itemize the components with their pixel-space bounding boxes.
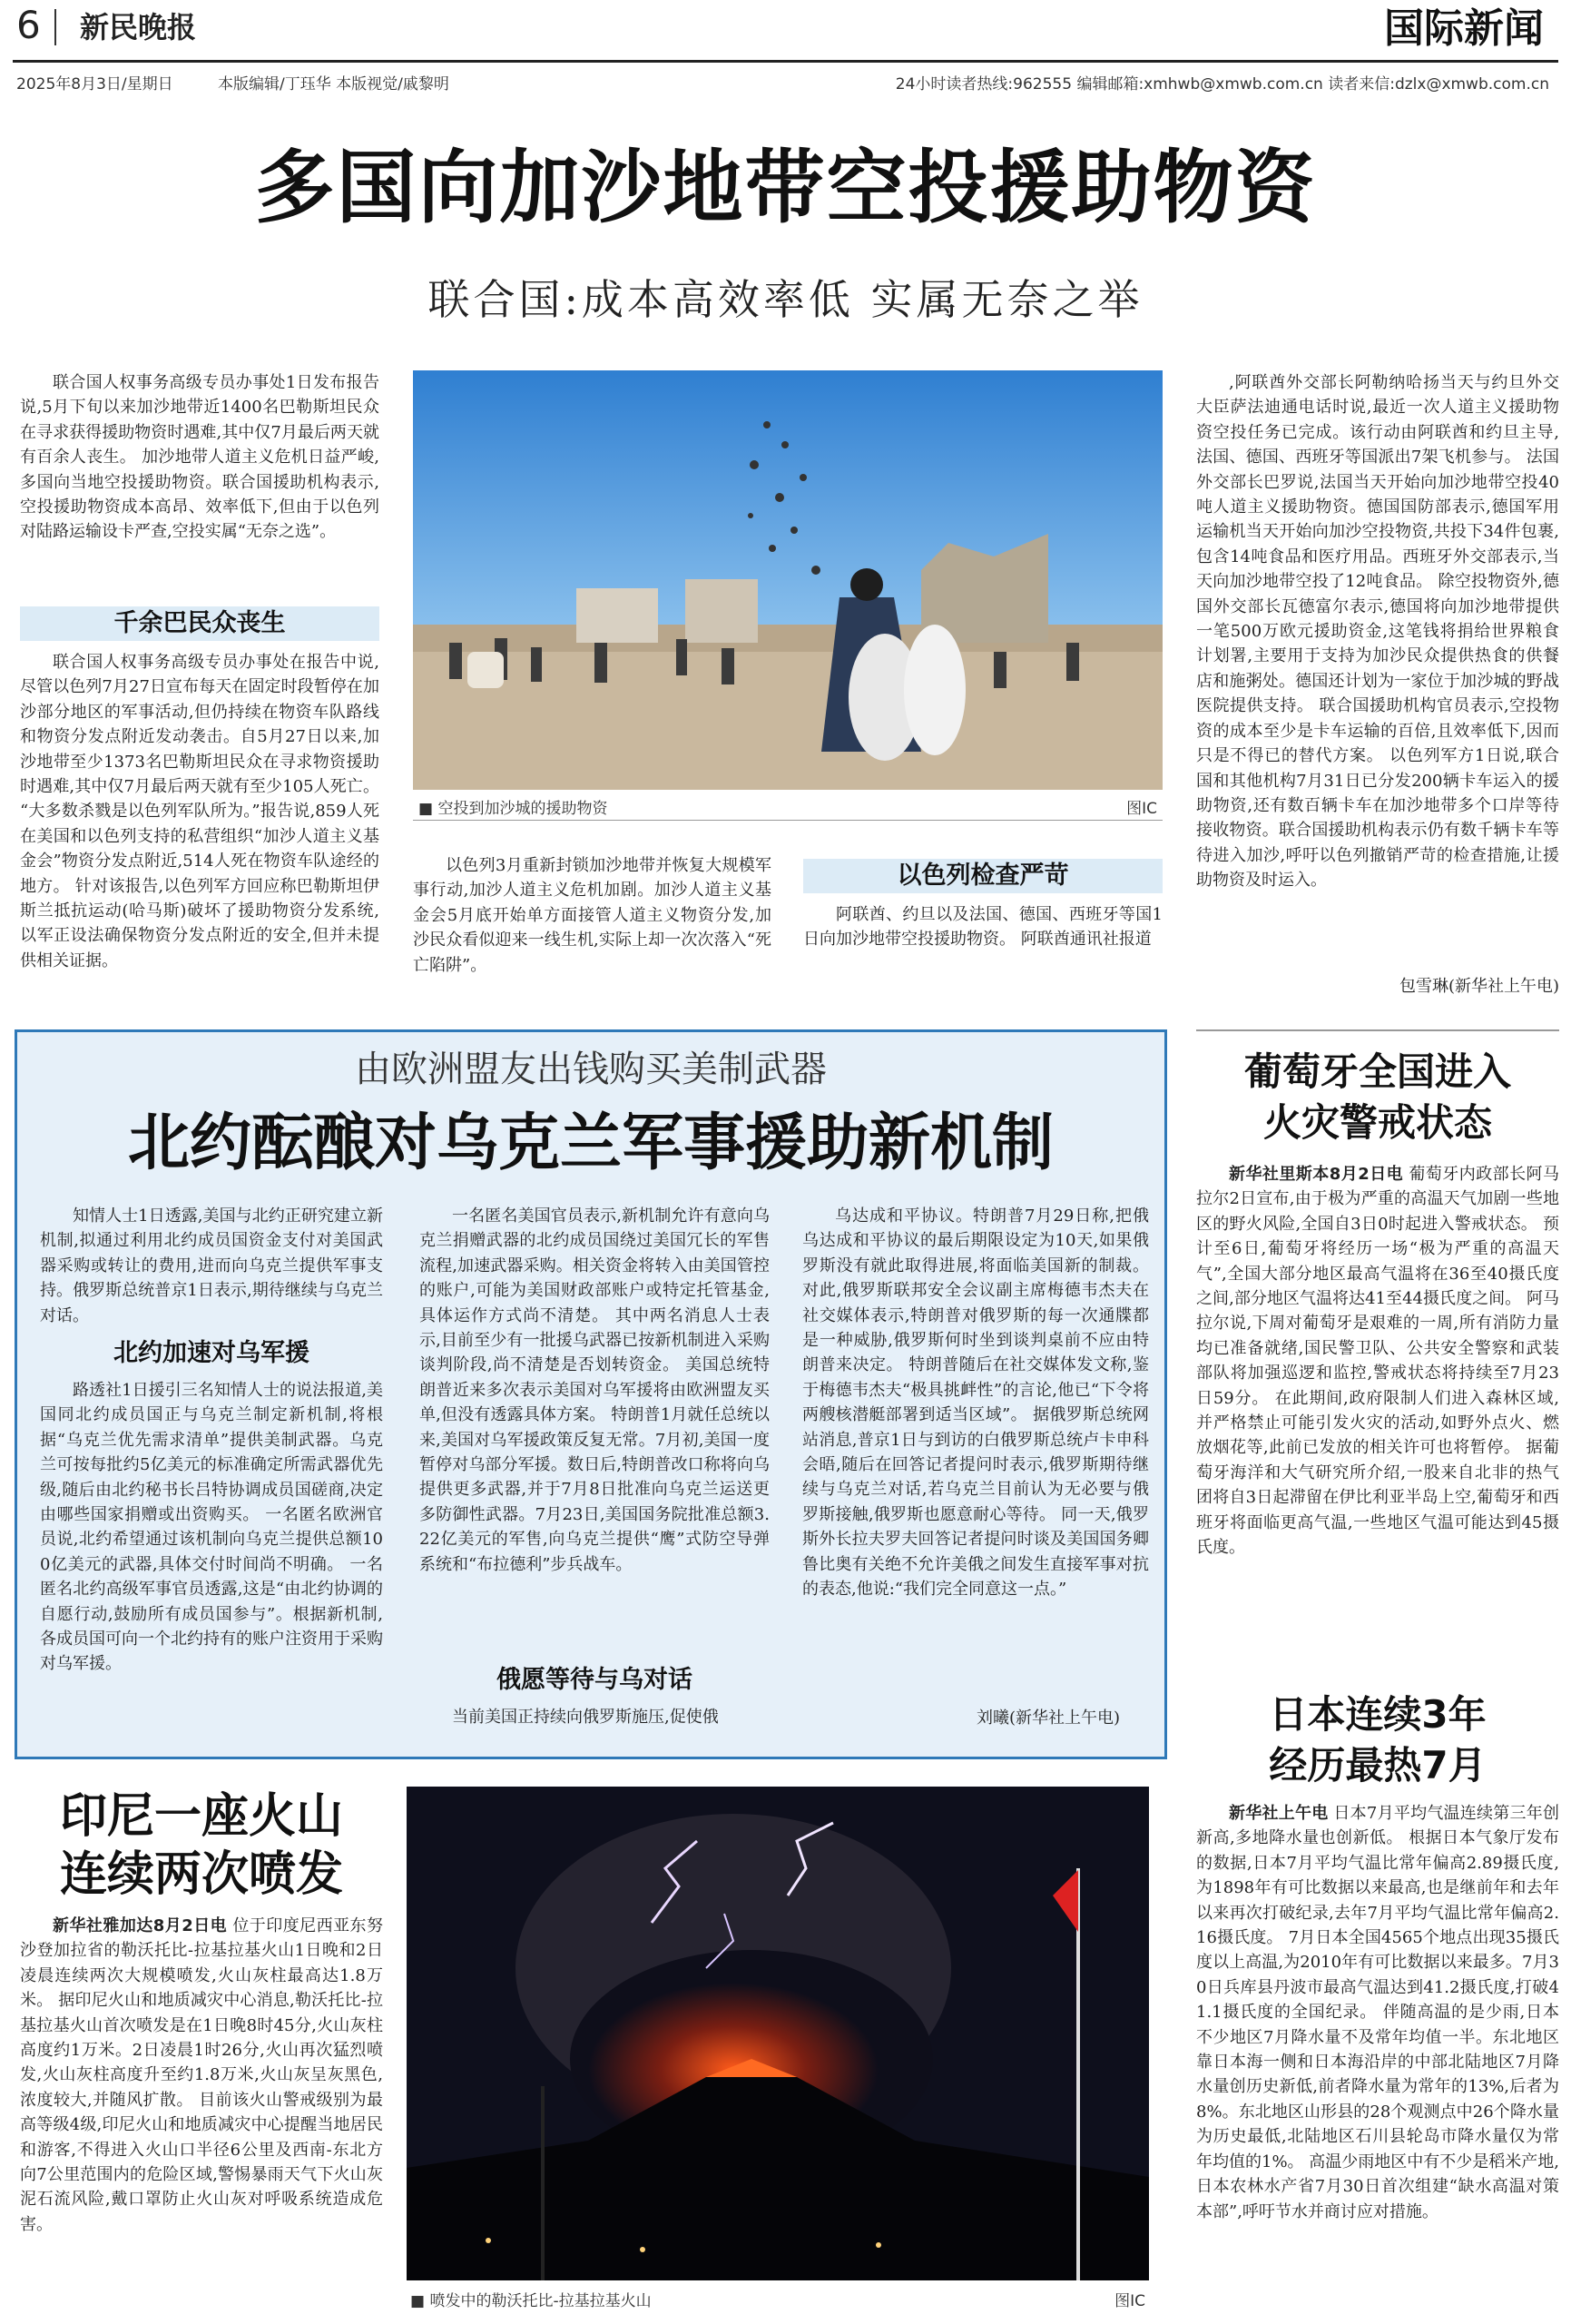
page-number: 6 — [16, 3, 41, 47]
volcano-photo — [407, 1787, 1149, 2280]
story1-subheadline: 联合国:成本高效率低 实属无奈之举 — [427, 275, 1144, 324]
issue-date: 2025年8月3日/星期日 — [16, 75, 173, 94]
story1-col3-bottom: 阿联酋、约旦以及法国、德国、西班牙等国1日向加沙地带空投援助物资。 阿联酋通讯社报道 — [803, 905, 1163, 950]
section-title: 国际新闻 — [1384, 5, 1544, 52]
story2-sub2: 俄愿等待与乌对话 — [496, 1666, 692, 1694]
editor-credits: 本版编辑/丁珏华 本版视觉/戚黎明 — [218, 75, 449, 94]
photo-caption-bar — [413, 790, 1163, 821]
story3-dateline: 新华社雅加达8月2日电 — [53, 1916, 228, 1935]
story1-sub2: 以色列检查严苛 — [803, 859, 1163, 893]
story2-byline: 刘曦(新华社上午电) — [976, 1709, 1120, 1728]
story5-headline-l2: 经历最热7月 — [1269, 1743, 1487, 1787]
masthead-divider — [54, 9, 56, 45]
story3-headline-l1: 印尼一座火山 — [59, 1788, 343, 1844]
volcano-photo-credit: 图IC — [1114, 2292, 1145, 2310]
story5-text: 日本7月平均气温连续第三年创新高,多地降水量也创新低。 根据日本气象厅发布的数据,日本7月平均气温比常年偏高2.89摄氏度,为1898年有可比数据以来最高,也是继前年和去年以来再次打破纪录,去年7月平均气温比常年偏高2.16摄氏度。 7月日本全国4565个地点出现35摄氏度以上高温,为2010年有可比数据以来最多。7月30日兵库县丹波市最高气温达到41.2摄氏度,打破41.1摄氏度的全国纪录。 伴随高温的是少雨,日本不少地区7月降水量不及常年均值一半。东北地区靠日本海一侧和日本海沿岸的中部北陆地区7月降水量创历史新低,前者降水量为常年的13%,后者为8%。东北地区山形县的28个观测点中26个降水量为历史最低,北陆地区石川县轮岛市降水量仅为常年均值的1%。 高温少雨地区中有不少是稻米产地,日本农林水产省7月30日首次组建“缺水高温对策本部”,呼吁节水并商讨应对措施。 — [1196, 1804, 1559, 2221]
story1-byline: 包雪琳(新华社上午电) — [1399, 977, 1559, 996]
story1-col1-bottom: 联合国人权事务高级专员办事处在报告中说,尽管以色列7月27日宣布每天在固定时段暂停在加沙部分地区的军事活动,但仍持续在物资车队路线和物资分发点附近发动袭击。自5月27日以来,加沙地带至少1373名巴勒斯坦民众在寻求物资援助时遇难,其中仅7月最后两天就有至少105人死亡。 “大多数杀戮是以色列军队所为。”报告说,859人死在美国和以色列支持的私营组织“加沙人道主义基金会”物资分发点附近,514人死在物资车队途经的地方。 针对该报告,以色列军方回应称巴勒斯坦伊斯兰抵抗运动(哈马斯)破坏了援助物资分发系统,以军正设法确保物资分发点附近的安全,但并未提供相关证据。 — [20, 653, 379, 970]
story2-col1: 知情人士1日透露,美国与北约正研究建立新机制,拟通过利用北约成员国资金支付对美国武器采购或转让的费用,进而向乌克兰提供军事支持。俄罗斯总统普京1日表示,期待继续与乌克兰对话。 — [40, 1206, 383, 1325]
story2-col2: 一名匿名美国官员表示,新机制允许有意向乌克兰捐赠武器的北约成员国绕过美国冗长的军售流程,加速武器采购。相关资金将转入由美国管控的账户,可能为美国财政部账户或特定托管基金,具体运作方式尚不清楚。 其中两名消息人士表示,目前至少有一批援乌武器已按新机制进入采购谈判阶段,尚不清楚是否划转资金。 美国总统特朗普近来多次表示美国对乌军援将由欧洲盟友买单,但没有透露具体方案。 特朗普1月就任总统以来,美国对乌军援政策反复无常。7月初,美国一度暂停对乌部分军援。数日后,特朗普改口称将向乌提供更多武器,并于7月8日批准向乌克兰运送更多防御性武器。7月23日,美国国务院批准总额3.22亿美元的军售,向乌克兰提供“鹰”式防空导弹系统和“布拉德利”步兵战车。 — [419, 1206, 770, 1574]
volcano-caption: ■ 喷发中的勒沃托比-拉基拉基火山 — [410, 2292, 652, 2310]
masthead — [0, 0, 1571, 100]
story4-headline-l1: 葡萄牙全国进入 — [1243, 1049, 1511, 1094]
volcano-caption-bar — [407, 2282, 1149, 2313]
story1-headline: 多国向加沙地带空投援助物资 — [254, 141, 1317, 234]
masthead-rule — [13, 60, 1558, 63]
volcano-illustration — [407, 1787, 1149, 2280]
story4-dateline: 新华社里斯本8月2日电 — [1229, 1165, 1404, 1184]
photo-credit: 图IC — [1126, 800, 1157, 818]
story5-dateline: 新华社上午电 — [1229, 1804, 1329, 1823]
story4-headline-l2: 火灾警戒状态 — [1262, 1100, 1492, 1145]
story1-col1-top: 联合国人权事务高级专员办事处1日发布报告说,5月下旬以来加沙地带近1400名巴勒斯坦民众在寻求获得援助物资时遇难,其中仅7月最后两天就有百余人丧生。 加沙地带人道主义危机日益严峻,多国向当地空投援助物资。联合国援助机构表示,空投援助物资成本高昂、效率低下,但由于以色列对陆路运输设卡严查,空投实属“无奈之选”。 — [20, 373, 379, 542]
story2-col2b: 当前美国正持续向俄罗斯施压,促使俄 — [452, 1708, 719, 1727]
story2-sub1: 北约加速对乌军援 — [113, 1339, 309, 1367]
story3-body — [20, 1914, 383, 2313]
gaza-airdrop-photo — [413, 370, 1163, 790]
story2-headline: 北约酝酿对乌克兰军事援助新机制 — [127, 1108, 1054, 1179]
story1-sub1: 千余巴民众丧生 — [20, 606, 379, 641]
story4-body — [1196, 1162, 1559, 1663]
story1-col2-bottom: 以色列3月重新封锁加沙地带并恢复大规模军事行动,加沙人道主义危机加剧。加沙人道主义基金会5月底开始单方面接管人道主义物资分发,加沙民众看似迎来一线生机,实际上却一次次落入“死亡陷阱”。 — [413, 856, 771, 975]
right-column-rule — [1196, 1029, 1559, 1031]
airdrop-illustration — [413, 370, 1163, 790]
story5-body — [1196, 1801, 1559, 2309]
story2-col3: 乌达成和平协议。特朗普7月29日称,把俄乌达成和平协议的最后期限设定为10天,如果俄罗斯没有就此取得进展,将面临美国新的制裁。 对此,俄罗斯联邦安全会议副主席梅德韦杰夫在社交媒体表示,特朗普对俄罗斯的每一次通牒都是一种威胁,俄罗斯何时坐到谈判桌前不应由特朗普来决定。 特朗普随后在社交媒体发文称,鉴于梅德韦杰夫“极具挑衅性”的言论,他已“下令将两艘核潜艇部署到适当区域”。 据俄罗斯总统网站消息,普京1日与到访的白俄罗斯总统卢卡申科会晤,随后在回答记者提问时表示,俄罗斯期待继续与乌克兰对话,若乌克兰目前认为无必要与俄罗斯接触,俄罗斯也愿意耐心等待。 同一天,俄罗斯外长拉夫罗夫回答记者提问时谈及美国国务卿鲁比奥有关绝不允许美俄之间发生直接军事对抗的表态,他说:“我们完全同意这一点。” — [802, 1206, 1149, 1600]
story2-col1b: 路透社1日援引三名知情人士的说法报道,美国同北约成员国正与乌克兰制定新机制,将根据“乌克兰优先需求清单”提供美制武器。乌克兰可按每批约5亿美元的标准确定所需武器优先级,随后由北约秘书长吕特协调成员国磋商,决定由哪些国家捐赠或出资购买。 一名匿名欧洲官员说,北约希望通过该机制向乌克兰提供总额100亿美元的武器,具体交付时间尚不明确。 一名匿名北约高级军事官员透露,这是“由北约协调的自愿行动,鼓励所有成员国参与”。根据新机制,各成员国可向一个北约持有的账户注资用于采购对乌军援。 — [40, 1381, 383, 1674]
story1-col4: ,阿联酋外交部长阿勒纳哈扬当天与约旦外交大臣萨法迪通电话时说,最近一次人道主义援助物资空投任务已完成。该行动由阿联酋和约旦主导,法国、德国、西班牙等国派出7架飞机参与。 法国外交部长巴罗说,法国当天开始向加沙地带空投40吨人道主义援助物资。德国国防部表示,德国军用运输机当天开始向加沙空投物资,共投下34件包裹,包含14吨食品和医疗用品。西班牙外交部表示,当天向加沙地带空投了12吨食品。 除空投物资外,德国外交部长瓦德富尔表示,德国将向加沙地带提供一笔500万欧元援助资金,这笔钱将捐给世界粮食计划署,主要用于支持为加沙民众提供热食的供餐店和施粥处。德国还计划为一家位于加沙城的野战医院提供支持。 联合国援助机构官员表示,空投物资的成本至少是卡车运输的百倍,且效率低下,因而只是不得已的替代方案。 以色列军方1日说,联合国和其他机构7月31日已分发200辆卡车运入的援助物资,还有数百辆卡车在加沙地带多个口岸等待接收物资。联合国援助机构表示仍有数千辆卡车等待进入加沙,呼吁以色列撤销严苛的检查措施,让援助物资及时运入。 — [1196, 373, 1559, 891]
photo-caption: ■ 空投到加沙城的援助物资 — [418, 800, 608, 818]
story4-text: 葡萄牙内政部长阿马拉尔2日宣布,由于极为严重的高温天气加剧一些地区的野火风险,全国自3日0时起进入警戒状态。 预计至6日,葡萄牙将经历一场“极为严重的高温天气”,全国大部分地区最高气温将在36至40摄氏度之间,部分地区气温将达41至44摄氏度之间。 阿马拉尔说,下周对葡萄牙是艰难的一周,所有消防力量均已准备就绪,国民警卫队、公共安全警察和武装部队将加强巡逻和监控,警戒状态将持续至7月23日59分。 在此期间,政府限制人们进入森林区域,并严格禁止可能引发火灾的活动,如野外点火、燃放烟花等,此前已发放的相关许可也将暂停。 据葡萄牙海洋和大气研究所介绍,一股来自北非的热气团将自3日起滞留在伊比利亚半岛上空,葡萄牙和西班牙将面临更高气温,一些地区气温可能达到45摄氏度。 — [1196, 1165, 1559, 1558]
contact-info: 24小时读者热线:962555 编辑邮箱:xmhwb@xmwb.com.cn 读者来信:dzlx@xmwb.com.cn — [895, 75, 1549, 94]
story5-headline-l1: 日本连续3年 — [1269, 1692, 1487, 1737]
story3-headline-l2: 连续两次喷发 — [59, 1846, 343, 1902]
story3-text: 位于印度尼西亚东努沙登加拉省的勒沃托比-拉基拉基火山1日晚和2日凌晨连续两次大规模喷发,火山灰柱最高达1.8万米。 据印尼火山和地质减灾中心消息,勒沃托比-拉基拉基火山首次喷发是在1日晚8时45分,火山灰柱高度约1万米。2日凌晨1时26分,火山再次猛烈喷发,火山灰柱高度升至约1.8万米,火山灰呈灰黑色,浓度较大,并随风扩散。 目前该火山警戒级别为最高等级4级,印尼火山和地质减灾中心提醒当地居民和游客,不得进入火山口半径6公里及西南-东北方向7公里范围内的危险区域,警惕暴雨天气下火山灰泥石流风险,戴口罩防止火山灰对呼吸系统造成危害。 — [20, 1916, 383, 2234]
paper-name: 新民晚报 — [80, 10, 197, 44]
story2-kicker: 由欧洲盟友出钱购买美制武器 — [355, 1049, 827, 1090]
